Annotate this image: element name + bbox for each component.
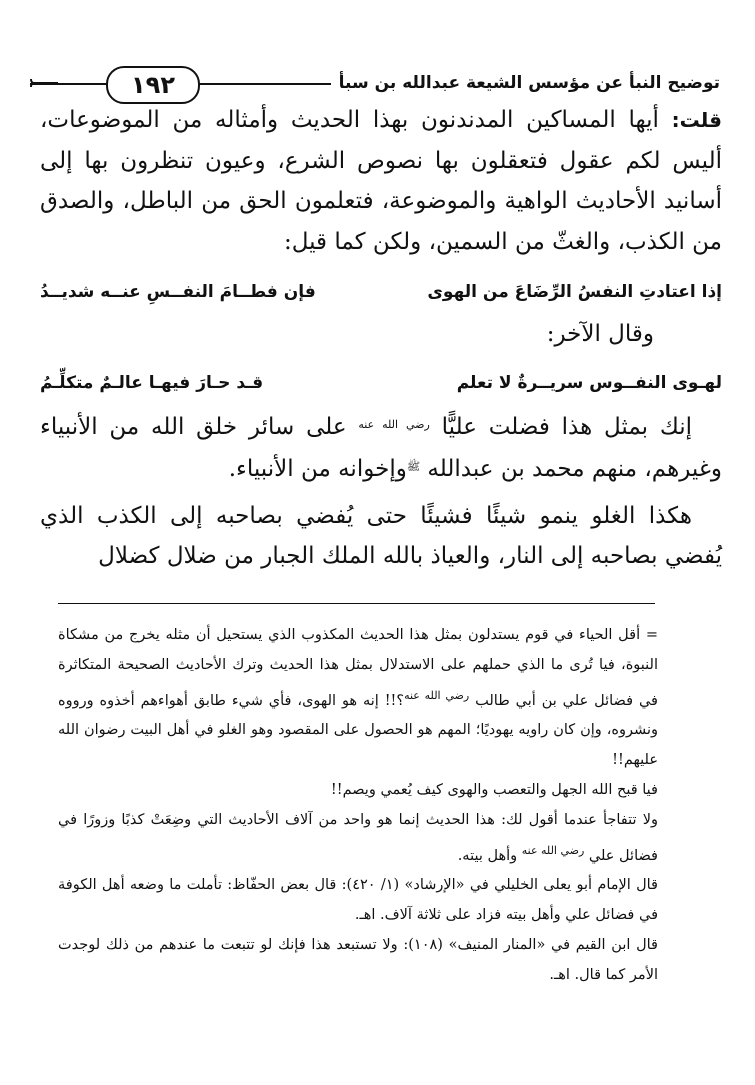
verse-2-second-hemistich: قـد حـارَ فيهـا عالـمٌ متكلِّـمُ xyxy=(40,372,264,393)
page-number: ١٩٢ xyxy=(106,66,200,104)
paragraph-1 xyxy=(40,100,722,262)
honorific-symbol: رضي الله عنه xyxy=(521,843,585,857)
p1-line1: أيها المساكين المدندنون بهذا الحديث وأمثاله من الموضوعات، xyxy=(40,107,659,133)
verse-1 xyxy=(40,270,722,314)
paragraph-3: هكذا الغلو ينمو شيئًا فشيئًا حتى يُفضي بصاحبه إلى الكذب الذي يُفضي بصاحبه إلى النار، والعياذ بالله الملك الجبار من ضلال كضلال xyxy=(40,502,722,569)
verse-1-first-hemistich: إذا اعتادتِ النفسُ الرِّضَاعَ من الهوى xyxy=(427,282,722,302)
qult-label: قلت: xyxy=(671,108,723,132)
footnote-separator xyxy=(58,603,655,604)
honorific-symbol: رضي الله عنه xyxy=(358,417,430,431)
honorific-symbol: ﷺ xyxy=(406,460,421,473)
footnotes xyxy=(58,621,658,991)
honorific-symbol: رضي الله عنه xyxy=(404,688,470,702)
footnote-3 xyxy=(58,806,658,872)
running-title: توضيح النبأ عن مؤسس الشيعة عبدالله بن سبأ xyxy=(331,67,720,99)
verse-2 xyxy=(40,361,722,405)
footnote-4: قال الإمام أبو يعلى الخليلي في «الإرشاد» (١/ ٤٢٠): قال بعض الحفّاظ: تأملت ما وضعه أهل الكوفة في فضائل علي وأهل بيته فزاد على ثلاثة آلاف. اهـ. xyxy=(58,877,658,924)
fn1-text-b: ؟!! إنه هو الهوى، فأي شيء طابق أهواءهم أخذوه ورووه ونشروه، وإن كان راويه يهوديًا؛ المهم هو الحصول على المقصود وهو الغلو في أهل البيت رضوان الله عليهم!! xyxy=(58,692,658,769)
verse-2-first-hemistich: لهـوى النفــوس سريــرةٌ لا تعلم xyxy=(456,372,722,393)
footnote-5: قال ابن القيم في «المنار المنيف» (١٠٨): ولا تستبعد هذا فإنك لو تتبعت ما عندهم من ذلك لوجدت الأمر كما قال. اهـ. xyxy=(58,936,658,983)
p2-text-b: على سائر خلق الله من الأنبياء وغيرهم، منهم محمد بن عبدالله xyxy=(40,413,722,482)
footnote-1 xyxy=(58,621,658,776)
fn3-text-b: وأهل بيته. xyxy=(457,847,518,864)
fn1-text-a: = أقل الحياء في قوم يستدلون بمثل هذا الحديث المكذوب الذي يستحيل أن مثله يخرج من مشكاة النبوة، فيا تُرى ما الذي حملهم على الاستدلال بمثل هذا الحديث وترك الأحاديث الصحيحة المتكاثرة في فضائل علي بن أبي طالب xyxy=(58,627,658,709)
p2-text-c: وإخوانه من الأنبياء. xyxy=(228,456,407,482)
verse-1-second-hemistich: فإن فطــامَ النفــسِ عنــه شديــدُ xyxy=(40,282,316,302)
main-text xyxy=(40,100,722,577)
paragraph-2 xyxy=(40,405,722,490)
fn3-text-a: ولا تتفاجأ عندما أقول لك: هذا الحديث إنما هو واحد من آلاف الأحاديث التي وضِعَتْ كذبًا وزورًا في فضائل علي xyxy=(58,811,658,864)
header-bracket-icon xyxy=(30,71,60,95)
other-said: وقال الآخر: xyxy=(546,321,654,347)
p2-text-a: إنك بمثل هذا فضلت عليًّا xyxy=(441,413,692,440)
p1-rest: أليس لكم عقول فتعقلون بها نصوص الشرع، وعيون تنظرون بها إلى أسانيد الأحاديث الواهية والموضوعة، فتعلمون الحق من الباطل، والصدق من الكذب، والغثّ من السمين، ولكن كما قيل: xyxy=(40,147,722,255)
footnote-2: فيا قبح الله الجهل والتعصب والهوى كيف يُعمي ويصم!! xyxy=(330,781,658,798)
